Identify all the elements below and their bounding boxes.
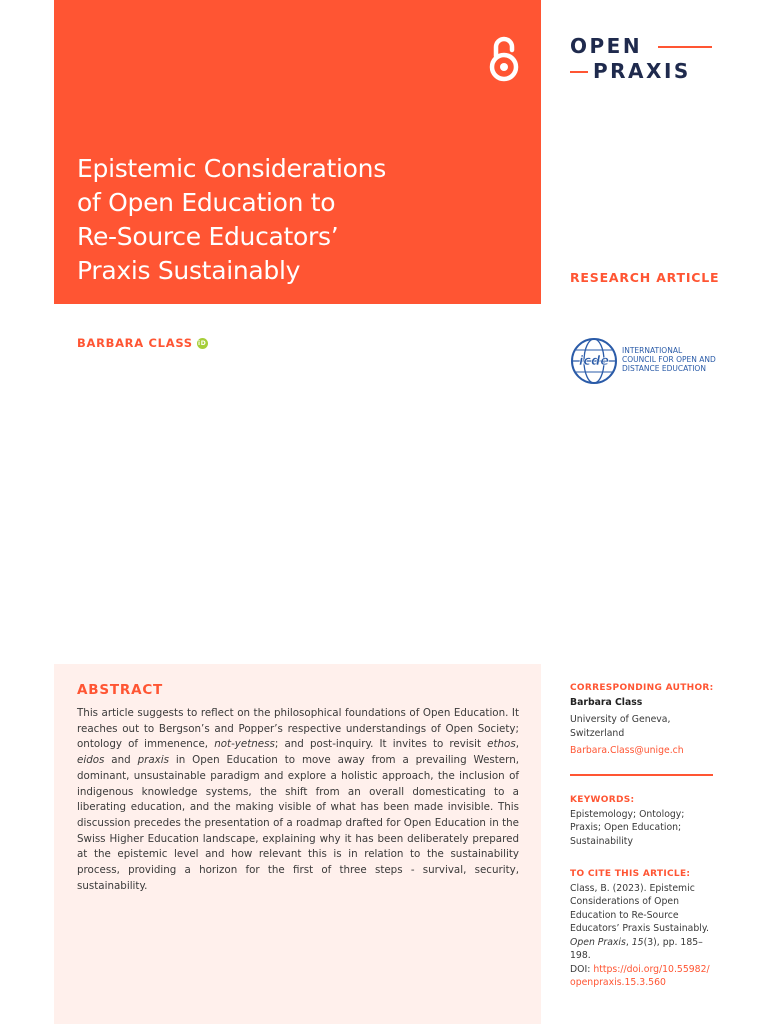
- icde-line: INTERNATIONAL: [622, 346, 683, 355]
- open-praxis-logo[interactable]: [570, 34, 720, 84]
- abstract-segment: ; and post-inquiry. It invites to revisit: [274, 738, 488, 751]
- title-line: Re-Source Educators’: [77, 222, 339, 251]
- affiliation: University of Geneva, Switzerland: [570, 714, 671, 739]
- title-line: of Open Education to: [77, 188, 336, 217]
- article-title: [77, 152, 437, 288]
- icde-emblem-text: icde: [578, 354, 610, 369]
- title-line: Praxis Sustainably: [77, 256, 301, 285]
- keywords-label: KEYWORDS:: [570, 795, 635, 805]
- citation-sep: ,: [625, 936, 632, 948]
- abstract-segment: and: [104, 754, 138, 767]
- abstract-segment: in Open Education to move away from a prevailing Western, dominant, unsustainable paradigm and explore a holistic approach, the inclusion of indigenous knowledge systems, the shift from an overall domesticating to a liberating education, and the making visible of what has been made invisible. This discussion precedes the presentation of a roadmap drafted for Open Education in the Swiss Higher Education landscape, explaining why it has been deliberately prepared at the epistemic level and how relevant this is in relation to the sustainability process, providing a horizon for the first of three steps - survival, security, sustainability.: [77, 754, 519, 892]
- citation-section: [570, 868, 715, 990]
- author-line: [77, 336, 208, 350]
- open-access-lock-icon: [487, 34, 521, 82]
- logo-line: [570, 71, 588, 73]
- citation-body: Class, B. (2023). Epistemic Considerations of Open Education to Re-Source Educators’ Praxis Sustainably.: [570, 882, 709, 934]
- citation-pages: (3), pp. 185–198.: [570, 936, 703, 961]
- logo-line: [658, 46, 712, 48]
- citation-journal: Open Praxis: [570, 936, 626, 948]
- logo-word-open: OPEN: [570, 34, 643, 58]
- email-link[interactable]: Barbara.Class@unige.ch: [570, 745, 684, 756]
- corresponding-author-name: Barbara Class: [570, 696, 643, 708]
- abstract-emphasis: not-yetness: [214, 738, 275, 751]
- sidebar-divider: [570, 774, 713, 776]
- doi-link[interactable]: https://doi.org/10.55982/ openpraxis.15.3.560: [570, 963, 710, 988]
- icde-logo[interactable]: [570, 337, 720, 385]
- article-type: RESEARCH ARTICLE: [570, 270, 720, 285]
- abstract-emphasis: praxis: [137, 754, 169, 767]
- keywords-list: Epistemology; Ontology; Praxis; Open Education; Sustainability: [570, 808, 685, 847]
- corresponding-author-label: CORRESPONDING AUTHOR:: [570, 683, 714, 693]
- doi-prefix: DOI:: [570, 963, 594, 975]
- title-line: Epistemic Considerations: [77, 154, 386, 183]
- citation-volume: 15: [631, 936, 644, 948]
- author-name[interactable]: BARBARA CLASS: [77, 336, 193, 350]
- icde-name: [622, 346, 716, 373]
- abstract-segment: ,: [515, 738, 519, 751]
- abstract-emphasis: ethos: [487, 738, 516, 751]
- abstract-heading: ABSTRACT: [77, 682, 164, 698]
- citation-text: [570, 882, 715, 990]
- abstract-segment: This article suggests to reflect on the philosophical foundations of Open Education. It reaches out to Bergson’s and Popper’s respective understandings of Open Society; ontology of immenence,: [77, 707, 519, 751]
- abstract-text: [77, 706, 519, 894]
- orcid-icon[interactable]: iD: [198, 339, 207, 347]
- abstract-emphasis: eidos: [77, 754, 105, 767]
- citation-label: TO CITE THIS ARTICLE:: [570, 869, 691, 879]
- keywords-section: [570, 794, 715, 848]
- corresponding-author: [570, 682, 715, 758]
- logo-word-praxis: PRAXIS: [593, 59, 691, 83]
- icde-globe-icon: [570, 337, 620, 385]
- icde-line: COUNCIL FOR OPEN AND: [622, 355, 716, 364]
- icde-line: DISTANCE EDUCATION: [622, 364, 706, 373]
